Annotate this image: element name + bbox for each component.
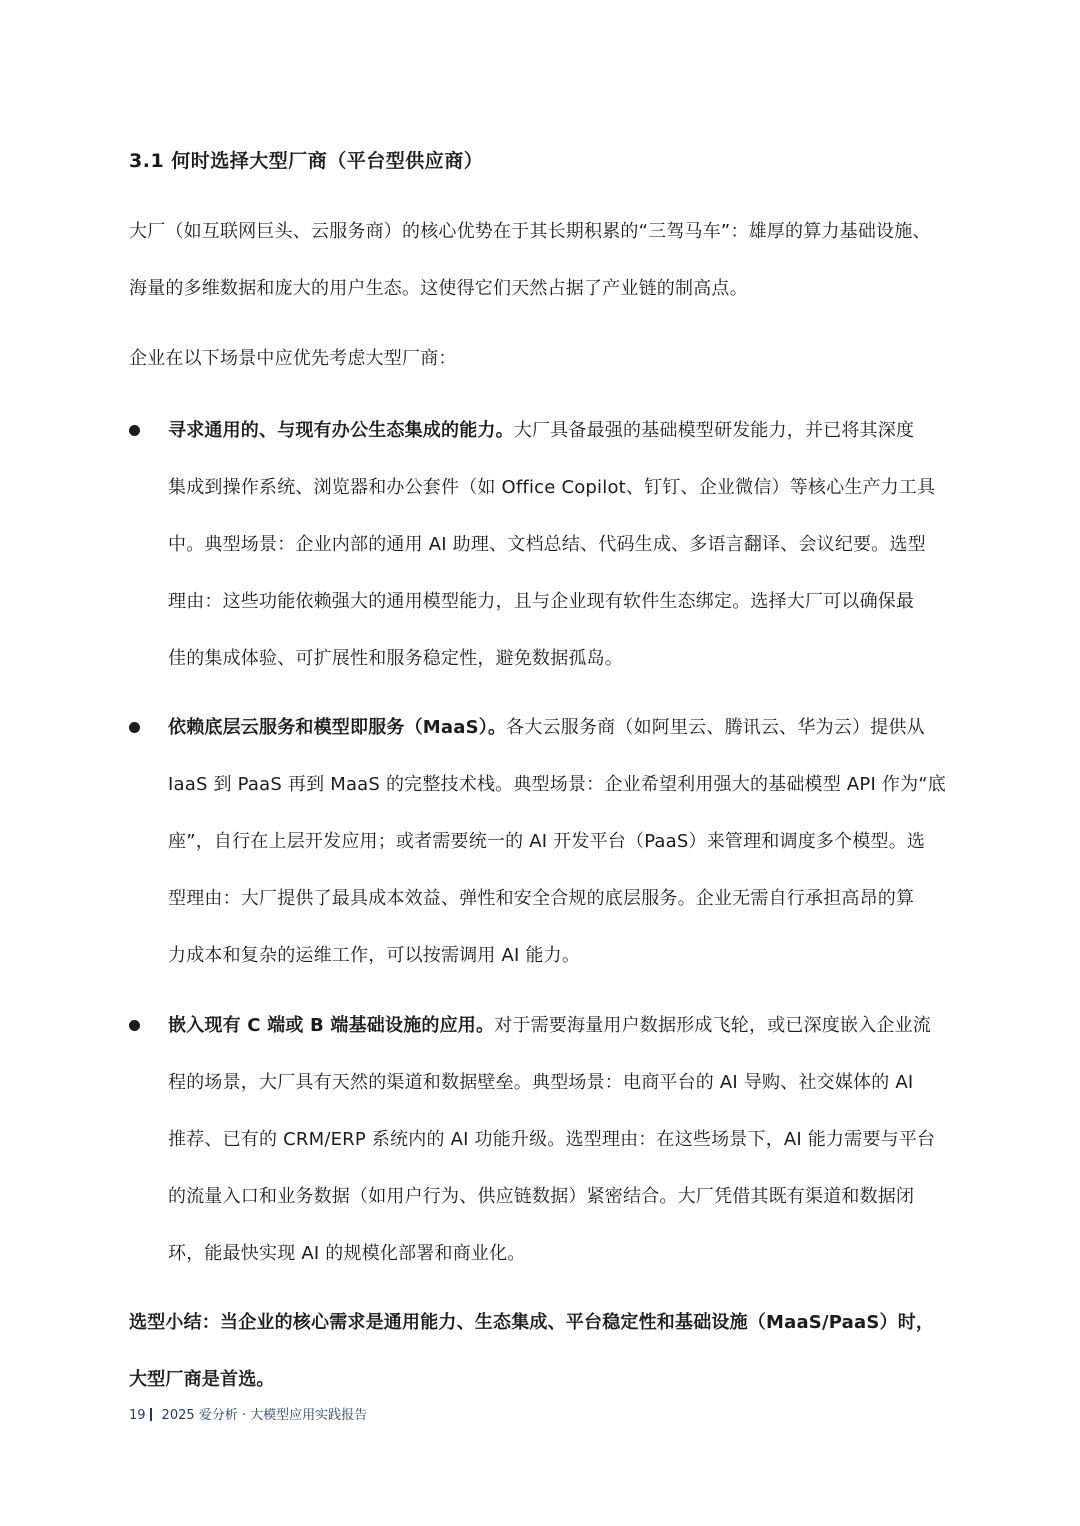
list-item-1-line-2: 集成到操作系统、浏览器和办公套件（如 Office Copilot、钉钉、企业微信）等核心生产力工具 (168, 477, 936, 498)
list-item-2-heading: 依赖底层云服务和模型即服务（MaaS）。 (168, 717, 507, 738)
summary-line-2: 大型厂商是首选。 (129, 1369, 275, 1390)
bullet-icon (129, 425, 140, 436)
list-item-2-line-4: 型理由：大厂提供了最具成本效益、弹性和安全合规的底层服务。企业无需自行承担高昂的算 (168, 888, 915, 909)
lead-in-sentence: 企业在以下场景中应优先考虑大型厂商： (129, 348, 457, 369)
page-number: 19 (129, 1408, 146, 1423)
summary-line-1: 选型小结：当企业的核心需求是通用能力、生态集成、平台稳定性和基础设施（MaaS/PaaS）时， (129, 1312, 935, 1333)
bullet-icon (129, 1020, 140, 1031)
intro-paragraph-line-1: 大厂（如互联网巨头、云服务商）的核心优势在于其长期积累的“三驾马车”：雄厚的算力基础设施、 (129, 221, 931, 242)
page-footer (129, 1406, 367, 1426)
list-item-3-line-4: 的流量入口和业务数据（如用户行为、供应链数据）紧密结合。大厂凭借其既有渠道和数据闭 (168, 1186, 915, 1207)
list-item-3-line-2: 程的场景，大厂具有天然的渠道和数据壁垒。典型场景：电商平台的 AI 导购、社交媒体的 AI (168, 1072, 914, 1093)
list-item-2-line-2: IaaS 到 PaaS 再到 MaaS 的完整技术栈。典型场景：企业希望利用强大的基础模型 API 作为“底 (168, 774, 946, 795)
list-item-2-line-1 (168, 713, 925, 743)
footer-divider (150, 1408, 152, 1421)
intro-paragraph-line-2: 海量的多维数据和庞大的用户生态。这使得它们天然占据了产业链的制高点。 (129, 278, 748, 299)
list-item-2-line-3: 座”，自行在上层开发应用；或者需要统一的 AI 开发平台（PaaS）来管理和调度多个模型。选 (168, 831, 926, 852)
list-item-1-heading: 寻求通用的、与现有办公生态集成的能力。 (168, 420, 514, 441)
list-item-3-line-3: 推荐、已有的 CRM/ERP 系统内的 AI 功能升级。选型理由：在这些场景下，AI 能力需要与平台 (168, 1129, 936, 1150)
report-title: 2025 爱分析 · 大模型应用实践报告 (161, 1408, 368, 1423)
list-item-1-line-4: 理由：这些功能依赖强大的通用模型能力，且与企业现有软件生态绑定。选择大厂可以确保最 (168, 591, 915, 612)
list-item-2-text: 各大云服务商（如阿里云、腾讯云、华为云）提供从 (506, 717, 925, 738)
list-item-3-heading: 嵌入现有 C 端或 B 端基础设施的应用。 (168, 1015, 495, 1036)
list-item-1-line-5: 佳的集成体验、可扩展性和服务稳定性，避免数据孤岛。 (168, 648, 623, 669)
list-item-3-text: 对于需要海量用户数据形成飞轮，或已深度嵌入企业流 (494, 1015, 932, 1036)
section-heading: 3.1 何时选择大型厂商（平台型供应商） (129, 150, 484, 172)
list-item-1-line-1 (168, 416, 914, 446)
bullet-icon (129, 722, 140, 733)
list-item-1-text: 大厂具备最强的基础模型研发能力，并已将其深度 (513, 420, 915, 441)
list-item-1-line-3: 中。典型场景：企业内部的通用 AI 助理、文档总结、代码生成、多语言翻译、会议纪要。选型 (168, 534, 926, 555)
list-item-3-line-5: 环，能最快实现 AI 的规模化部署和商业化。 (168, 1243, 526, 1264)
list-item-2-line-5: 力成本和复杂的运维工作，可以按需调用 AI 能力。 (168, 945, 581, 966)
list-item-3-line-1 (168, 1011, 931, 1041)
